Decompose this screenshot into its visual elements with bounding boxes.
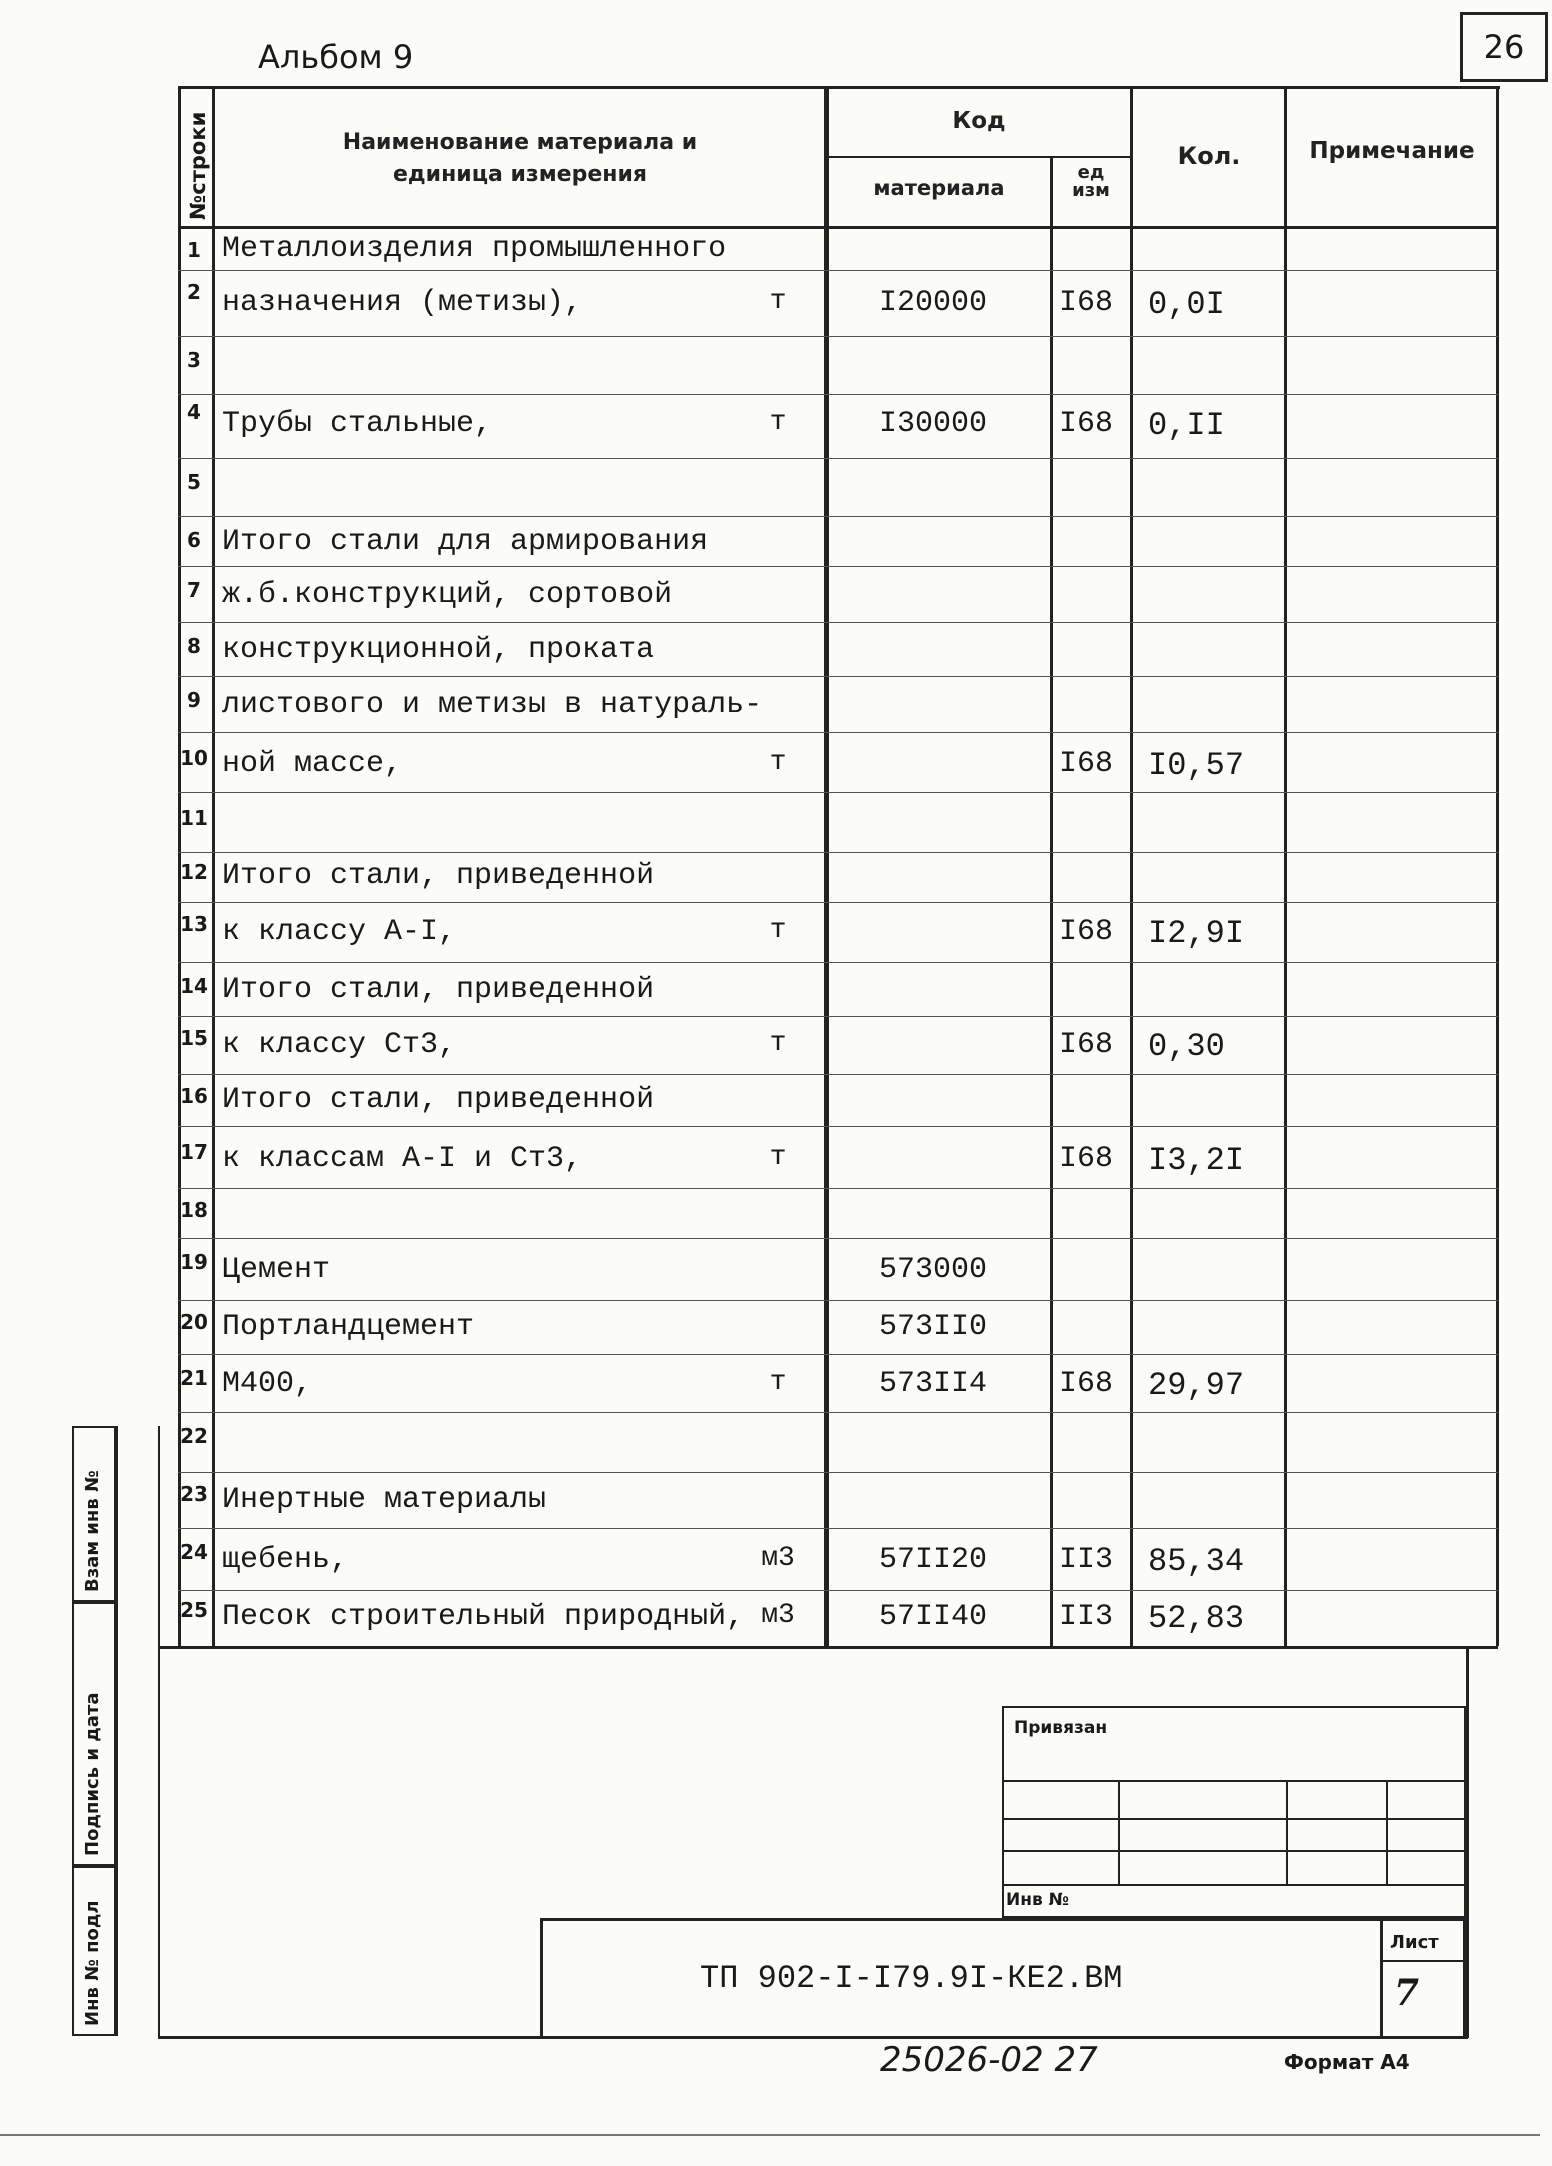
row-separator <box>178 1412 1498 1413</box>
row-number: 9 <box>187 688 201 712</box>
row-separator <box>178 336 1498 337</box>
material-name: Цемент <box>222 1253 331 1287</box>
material-name: Инертные материалы <box>222 1483 547 1517</box>
material-code: I30000 <box>878 407 988 441</box>
list-divider <box>1380 1918 1383 2038</box>
row-separator <box>178 1300 1498 1301</box>
header-qty: Кол. <box>1177 142 1241 170</box>
unit-code: I68 <box>1058 747 1113 781</box>
side-inner-line <box>116 1426 118 2036</box>
material-name: Итого стали, приведенной <box>222 1083 655 1117</box>
row-separator <box>178 676 1498 677</box>
row-number: 19 <box>180 1250 208 1274</box>
row-separator <box>178 1354 1498 1355</box>
code-header-split <box>828 156 1130 158</box>
album-label: Альбом 9 <box>258 38 414 76</box>
footer-format: Формат А4 <box>1284 2050 1410 2074</box>
side-right-line <box>158 1426 160 2036</box>
material-name: щебень, <box>222 1543 349 1577</box>
list-line <box>1380 1960 1466 1962</box>
row-separator <box>178 566 1498 567</box>
material-name: ной массе, <box>222 747 403 781</box>
material-name: назначения (метизы), <box>222 286 583 320</box>
row-separator <box>178 1238 1498 1239</box>
material-name: конструкционной, проката <box>222 633 655 667</box>
stamp-vline-3 <box>1386 1780 1388 1884</box>
quantity: 0,30 <box>1148 1028 1225 1065</box>
stamp-vline-1 <box>1118 1780 1120 1884</box>
row-number: 10 <box>180 746 208 770</box>
quantity: I3,2I <box>1148 1142 1245 1179</box>
header-code-unit-2: изм <box>1072 180 1110 201</box>
stamp-line-1 <box>1002 1780 1466 1782</box>
material-code: 573II0 <box>878 1310 988 1344</box>
side-label-podpis: Подпись и дата <box>82 1692 103 1856</box>
header-code-unit-1: ед <box>1077 162 1105 183</box>
side-label-vzam: Взам инв № <box>82 1470 103 1592</box>
row-number: 14 <box>180 974 208 998</box>
row-separator <box>178 1528 1498 1529</box>
row-number: 3 <box>187 348 201 372</box>
row-number: 20 <box>180 1310 208 1334</box>
row-number: 18 <box>180 1198 208 1222</box>
row-number: 8 <box>187 634 201 658</box>
header-row-number: №строки <box>186 111 210 220</box>
row-separator <box>178 732 1498 733</box>
unit-code: I68 <box>1058 1367 1113 1401</box>
unit-code: I68 <box>1058 407 1113 441</box>
material-unit: т <box>769 915 787 946</box>
material-code: 57II20 <box>878 1543 988 1577</box>
stamp-privyazan-label: Привязан <box>1014 1718 1108 1738</box>
material-name: к классу Ст3, <box>222 1028 457 1062</box>
row-number: 5 <box>187 470 201 494</box>
right-frame-line <box>1466 1646 1469 2038</box>
material-name: Песок строительный природный, <box>222 1600 745 1634</box>
row-separator <box>178 1188 1498 1189</box>
unit-code: I68 <box>1058 1142 1113 1176</box>
row-separator <box>178 792 1498 793</box>
row-number: 23 <box>180 1482 208 1506</box>
row-number: 16 <box>180 1084 208 1108</box>
row-separator <box>178 270 1498 271</box>
list-value: 7 <box>1394 1972 1420 2014</box>
material-code: 573II4 <box>878 1367 988 1401</box>
material-name: к классу А-I, <box>222 915 457 949</box>
row-number: 1 <box>187 238 201 262</box>
material-unit: т <box>769 407 787 438</box>
row-separator <box>178 1472 1498 1473</box>
unit-code: I68 <box>1058 286 1113 320</box>
material-unit: т <box>769 1142 787 1173</box>
row-separator <box>178 622 1498 623</box>
row-number: 12 <box>180 860 208 884</box>
unit-code: I68 <box>1058 1028 1113 1062</box>
material-name: Итого стали для армирования <box>222 525 709 559</box>
quantity: 29,97 <box>1148 1367 1245 1404</box>
stamp-vline-2 <box>1286 1780 1288 1884</box>
row-number: 22 <box>180 1424 208 1448</box>
row-separator <box>178 962 1498 963</box>
side-label-inv-podl: Инв № подл <box>82 1900 103 2026</box>
row-number: 2 <box>187 280 201 304</box>
row-number: 7 <box>187 578 201 602</box>
table-bottom-line <box>160 1646 1498 1649</box>
row-separator <box>178 1016 1498 1017</box>
material-name: ж.б.конструкций, сортовой <box>222 578 673 612</box>
quantity: I0,57 <box>1148 747 1245 784</box>
material-name: Металлоизделия промышленного <box>222 232 727 266</box>
material-unit: м3 <box>761 1543 795 1574</box>
header-bottom-line <box>178 226 1498 229</box>
row-separator <box>178 902 1498 903</box>
row-number: 13 <box>180 912 208 936</box>
material-name: М400, <box>222 1367 313 1401</box>
material-name: Итого стали, приведенной <box>222 859 655 893</box>
material-name: Трубы стальные, <box>222 407 493 441</box>
material-unit: т <box>769 1367 787 1398</box>
row-separator <box>178 458 1498 459</box>
header-code: Код <box>952 108 1006 134</box>
header-note: Примечание <box>1309 138 1475 164</box>
material-unit: т <box>769 1028 787 1059</box>
row-number: 21 <box>180 1366 208 1390</box>
row-separator <box>178 516 1498 517</box>
row-number: 6 <box>187 528 201 552</box>
material-code: 573000 <box>878 1253 988 1287</box>
document-code: ТП 902-I-I79.9I-КЕ2.ВМ <box>700 1960 1123 1997</box>
quantity: I2,9I <box>1148 915 1245 952</box>
material-name: Портландцемент <box>222 1310 475 1344</box>
header-name-line1: Наименование материала и <box>342 130 698 155</box>
page-edge-line <box>0 2134 1540 2136</box>
header-code-material: материала <box>873 176 1005 200</box>
material-unit: м3 <box>761 1600 795 1631</box>
unit-code: I68 <box>1058 915 1113 949</box>
row-number: 24 <box>180 1540 208 1564</box>
stamp-line-3 <box>1002 1850 1466 1852</box>
material-name: листового и метизы в натураль- <box>222 688 763 722</box>
material-code: I20000 <box>878 286 988 320</box>
header-name-line2: единица измерения <box>392 162 648 187</box>
row-separator <box>178 852 1498 853</box>
stamp-inv-label: Инв № <box>1006 1890 1070 1910</box>
sheet-number: 26 <box>1460 12 1548 82</box>
row-separator <box>178 1074 1498 1075</box>
stamp-line-2 <box>1002 1818 1466 1820</box>
frame-top-line <box>180 86 1500 89</box>
quantity: 52,83 <box>1148 1600 1245 1637</box>
list-label: Лист <box>1390 1932 1439 1953</box>
material-name: к классам А-I и Ст3, <box>222 1142 583 1176</box>
row-number: 17 <box>180 1140 208 1164</box>
quantity: 0,0I <box>1148 286 1225 323</box>
unit-code: II3 <box>1058 1600 1113 1634</box>
quantity: 0,II <box>1148 407 1225 444</box>
quantity: 85,34 <box>1148 1543 1245 1580</box>
footer-number: 25026-02 27 <box>880 2040 1098 2080</box>
row-number: 15 <box>180 1026 208 1050</box>
row-number: 11 <box>180 806 208 830</box>
material-unit: т <box>769 286 787 317</box>
row-number: 25 <box>180 1598 208 1622</box>
stamp-line-4 <box>1002 1884 1466 1886</box>
row-separator <box>178 1126 1498 1127</box>
row-number: 4 <box>187 400 201 424</box>
row-separator <box>178 394 1498 395</box>
material-name: Итого стали, приведенной <box>222 973 655 1007</box>
material-unit: т <box>769 747 787 778</box>
material-code: 57II40 <box>878 1600 988 1634</box>
row-separator <box>178 1590 1498 1591</box>
unit-code: II3 <box>1058 1543 1113 1577</box>
